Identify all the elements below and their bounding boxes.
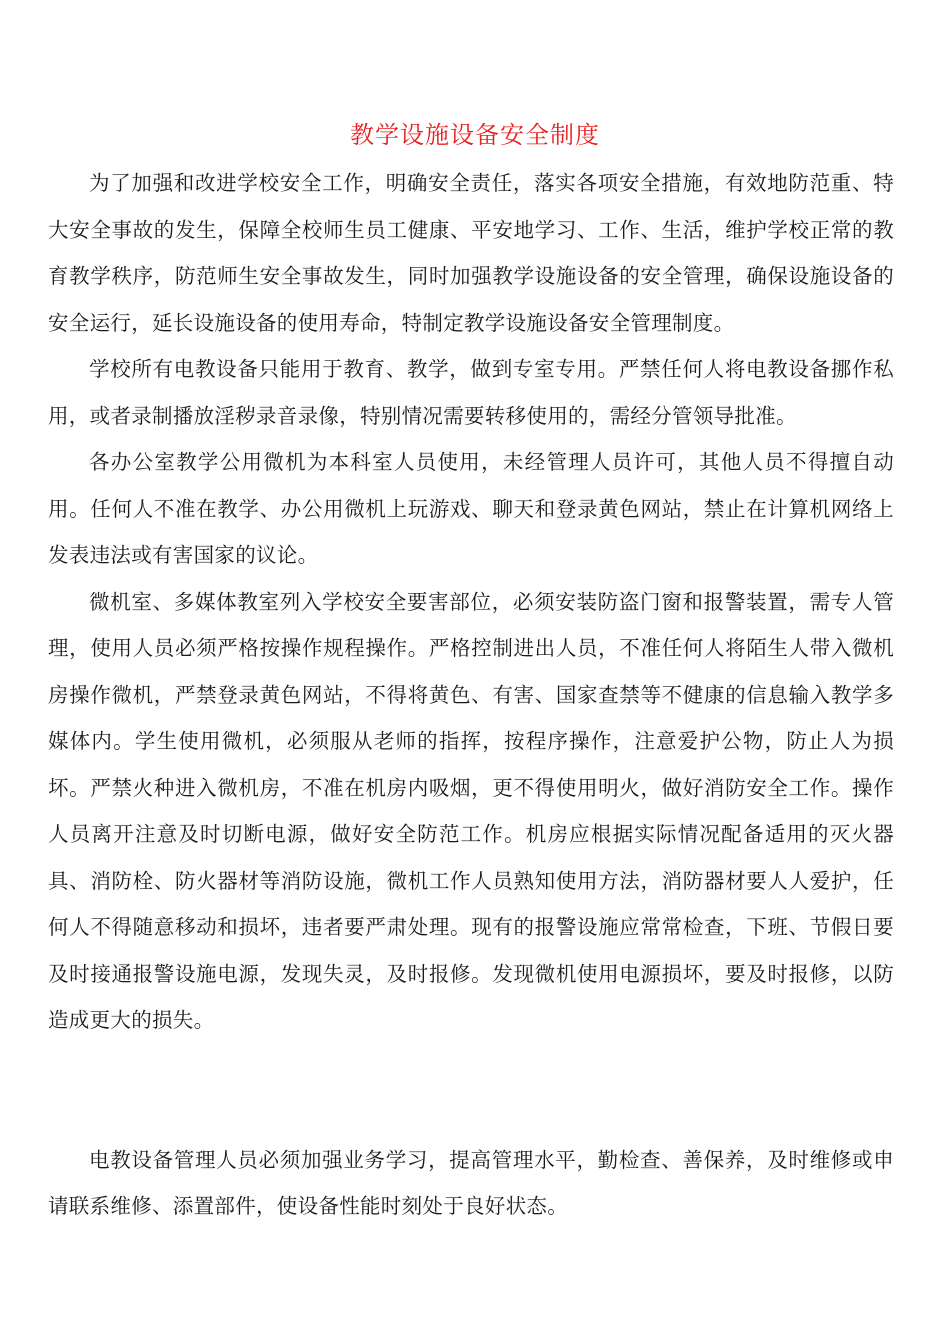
paragraph-equipment-maintenance: 电教设备管理人员必须加强业务学习，提高管理水平，勤检查、善保养，及时维修或申请联系维修、添置部件，使设备性能时刻处于良好状态。 xyxy=(48,1147,894,1218)
paragraph-av-equipment-use: 学校所有电教设备只能用于教育、教学，做到专室专用。严禁任何人将电教设备挪作私用，或者录制播放淫秽录音录像，特别情况需要转移使用的，需经分管领导批准。 xyxy=(48,357,894,428)
paragraph-office-computers: 各办公室教学公用微机为本科室人员使用，未经管理人员许可，其他人员不得擅自动用。任何人不准在教学、办公用微机上玩游戏、聊天和登录黄色网站，禁止在计算机网络上发表违法或有害国家的议论。 xyxy=(48,450,894,567)
paragraph-computer-room-safety: 微机室、多媒体教室列入学校安全要害部位，必须安装防盗门窗和报警装置，需专人管理，使用人员必须严格按操作规程操作。严格控制进出人员，不准任何人将陌生人带入微机房操作微机，严禁登录黄色网站，不得将黄色、有害、国家查禁等不健康的信息输入教学多媒体内。学生使用微机，必须服从老师的指挥，按程序操作，注意爱护公物，防止人为损坏。严禁火种进入微机房，不准在机房内吸烟，更不得使用明火，做好消防安全工作。操作人员离开注意及时切断电源，做好安全防范工作。机房应根据实际情况配备适用的灭火器具、消防栓、防火器材等消防设施，微机工作人员熟知使用方法，消防器材要人人爱护，任何人不得随意移动和损坏，违者要严肃处理。现有的报警设施应常常检查，下班、节假日要及时接通报警设施电源，发现失灵，及时报修。发现微机使用电源损坏，要及时报修，以防造成更大的损失。 xyxy=(48,589,894,1032)
document-title: 教学设施设备安全制度 xyxy=(350,121,600,149)
paragraph-intro: 为了加强和改进学校安全工作，明确安全责任，落实各项安全措施，有效地防范重、特大安全事故的发生，保障全校师生员工健康、平安地学习、工作、生活，维护学校正常的教育教学秩序，防范师生安全事故发生，同时加强教学设施设备的安全管理，确保设施设备的安全运行，延长设施设备的使用寿命，特制定教学设施设备安全管理制度。 xyxy=(48,171,894,335)
document-body xyxy=(48,160,894,1230)
paragraph-spacer xyxy=(48,1044,894,1137)
